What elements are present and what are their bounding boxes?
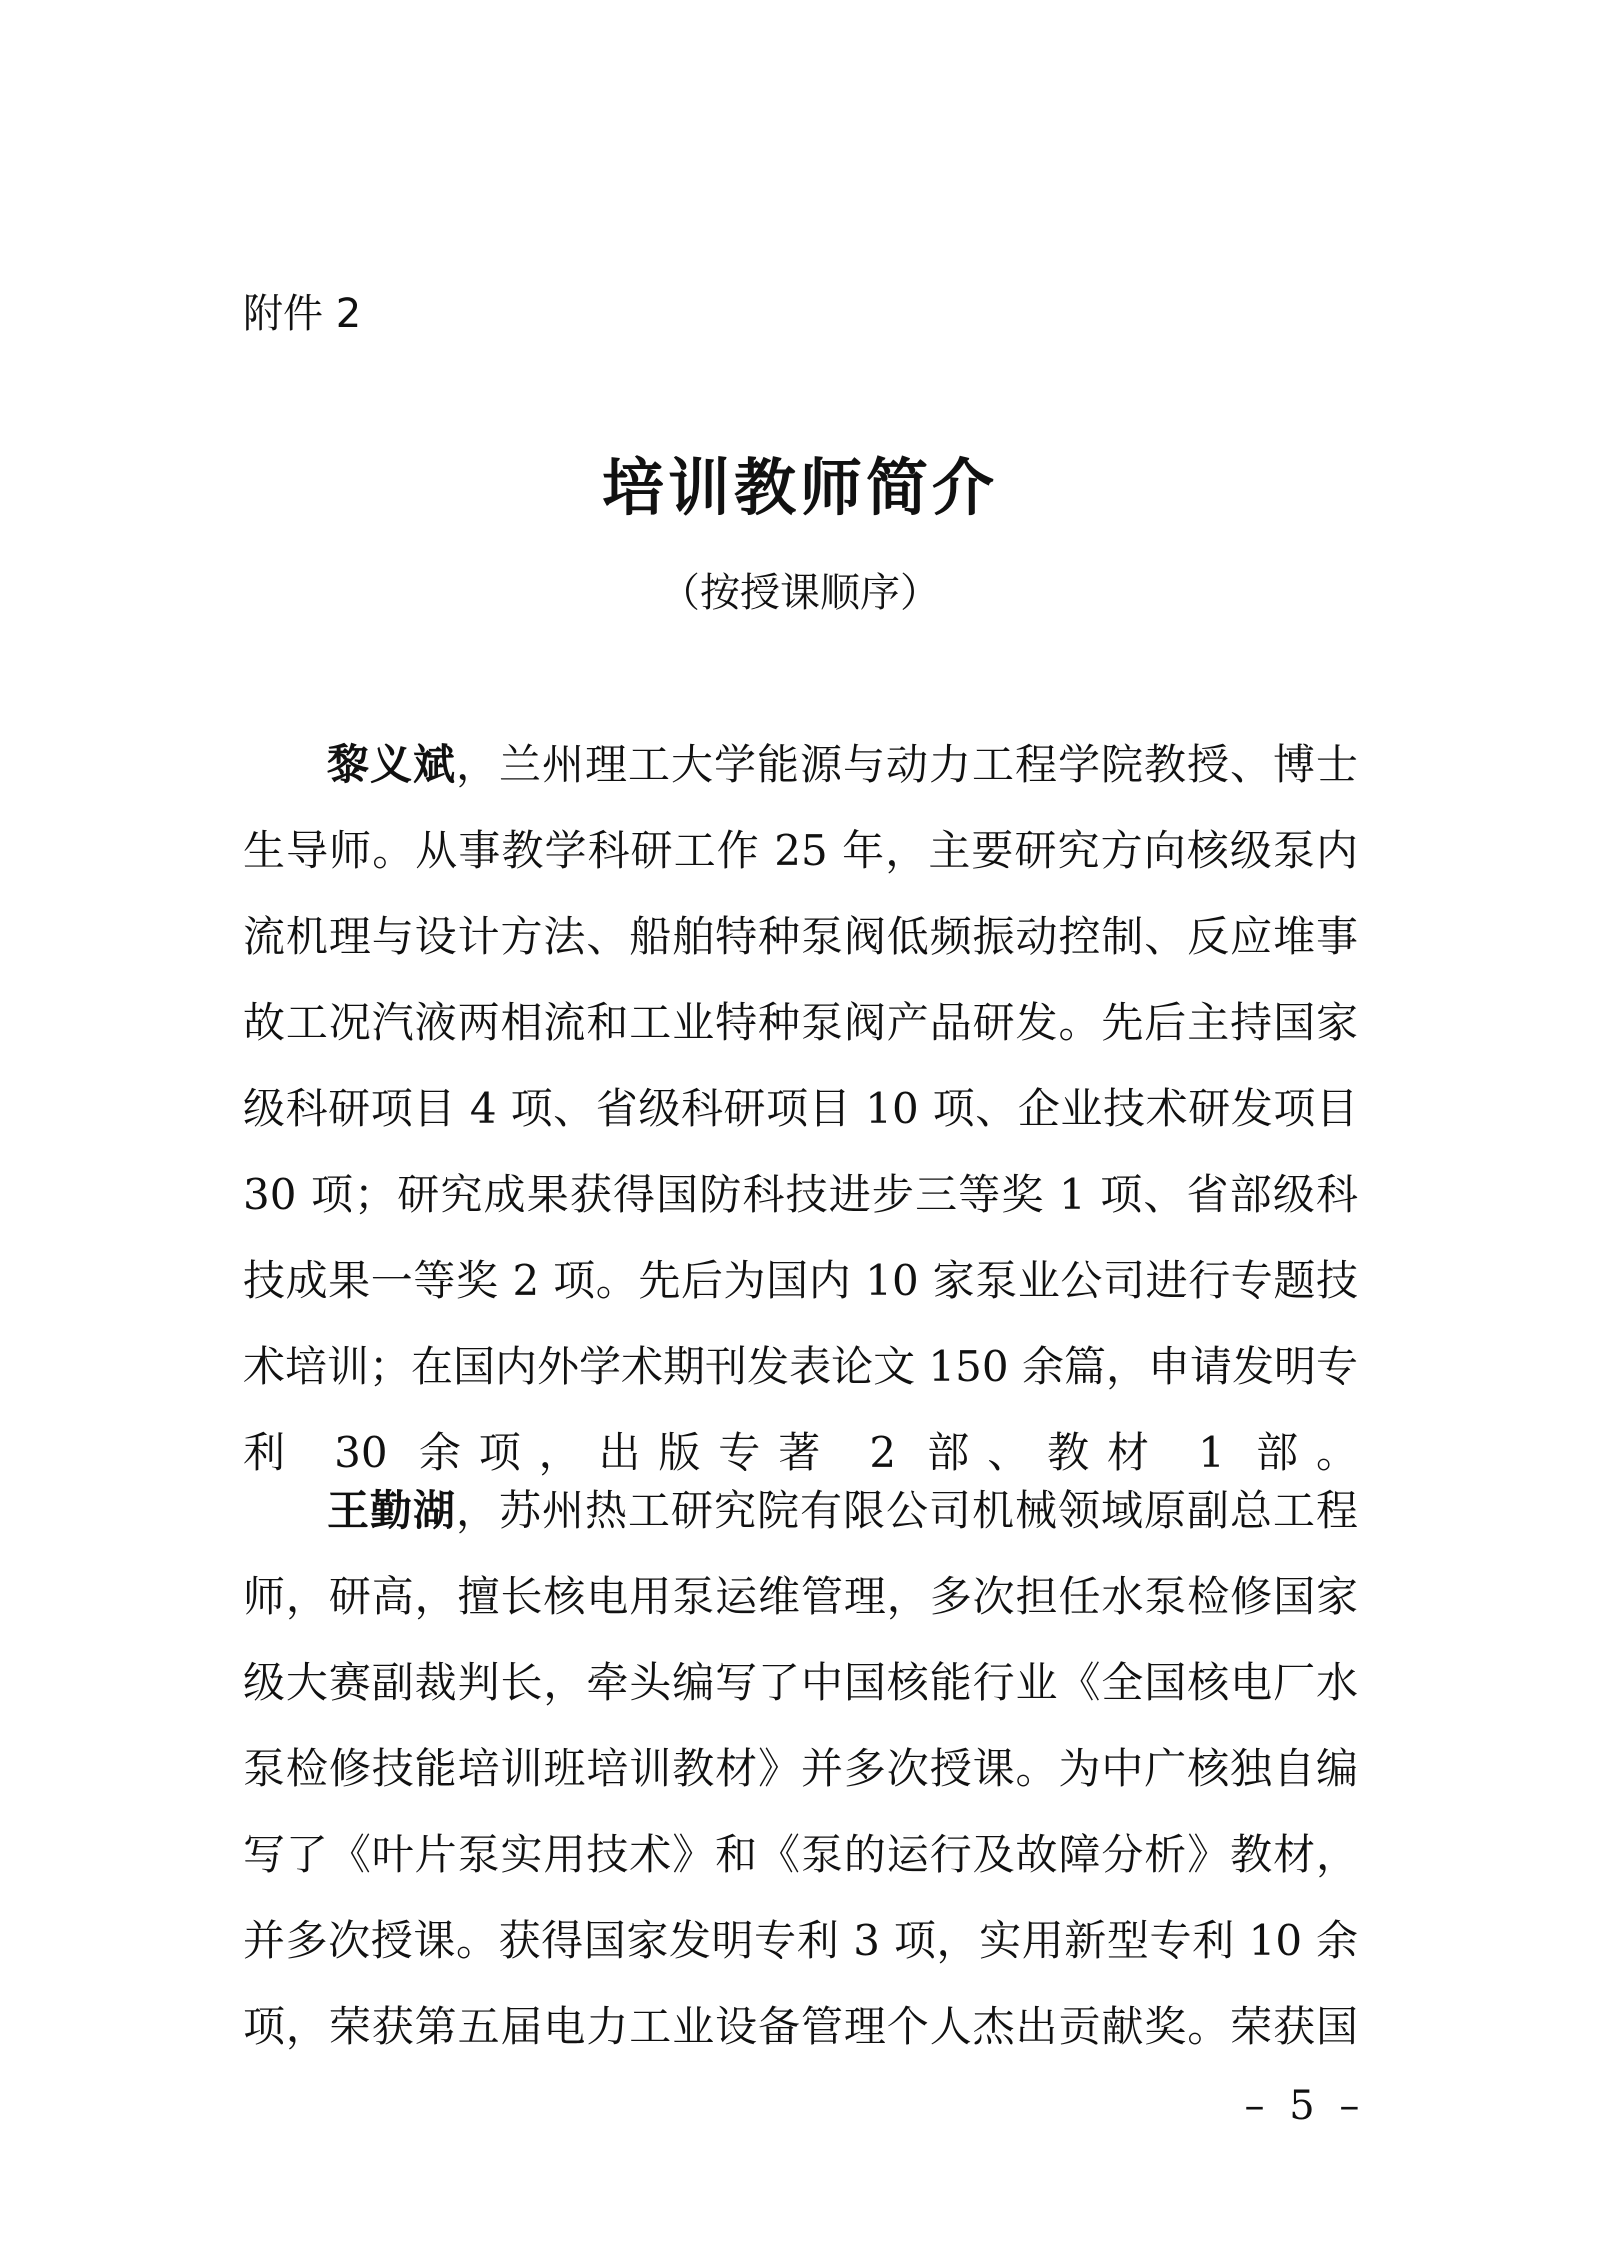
bio-text: ，苏州热工研究院有限公司机械领域原副总工程师，研高，擅长核电用泵运维管理，多次担任水泵检修国家级大赛副裁判长，牵头编写了中国核能行业《全国核电厂水泵检修技能培训班培训教材》并多次授课。为中广核独自编写了《叶片泵实用技术》和《泵的运行及故障分析》教材，并多次授课。获得国家发明专利 3 项，实用新型专利 10 余项，荣获第五届电力工业设备管理个人杰出贡献奖。荣获国 — [243, 1486, 1358, 2051]
bio-paragraph-li-yibin — [243, 722, 1358, 1496]
bio-paragraph-wang-qinhu — [243, 1468, 1358, 2070]
teacher-name: 王勤湖 — [327, 1486, 456, 1535]
page-number: – 5 – — [1244, 2083, 1366, 2129]
page-subtitle: （按授课顺序） — [660, 570, 940, 616]
page-title: 培训教师简介 — [601, 451, 998, 524]
attachment-label: 附件 2 — [243, 291, 362, 337]
teacher-name: 黎义斌 — [327, 740, 456, 789]
bio-text: ，兰州理工大学能源与动力工程学院教授、博士生导师。从事教学科研工作 25 年，主要研究方向核级泵内流机理与设计方法、船舶特种泵阀低频振动控制、反应堆事故工况汽液两相流和工业特种泵阀产品研发。先后主持国家级科研项目 4 项、省级科研项目 10 项、企业技术研发项目 30 项；研究成果获得国防科技进步三等奖 1 项、省部级科技成果一等奖 2 项。先后为国内 10 家泵业公司进行专题技术培训；在国内外学术期刊发表论文 150 余篇，申请发明专利 30 余项，出版专著 2 部、教材 1 部。 — [243, 740, 1358, 1477]
